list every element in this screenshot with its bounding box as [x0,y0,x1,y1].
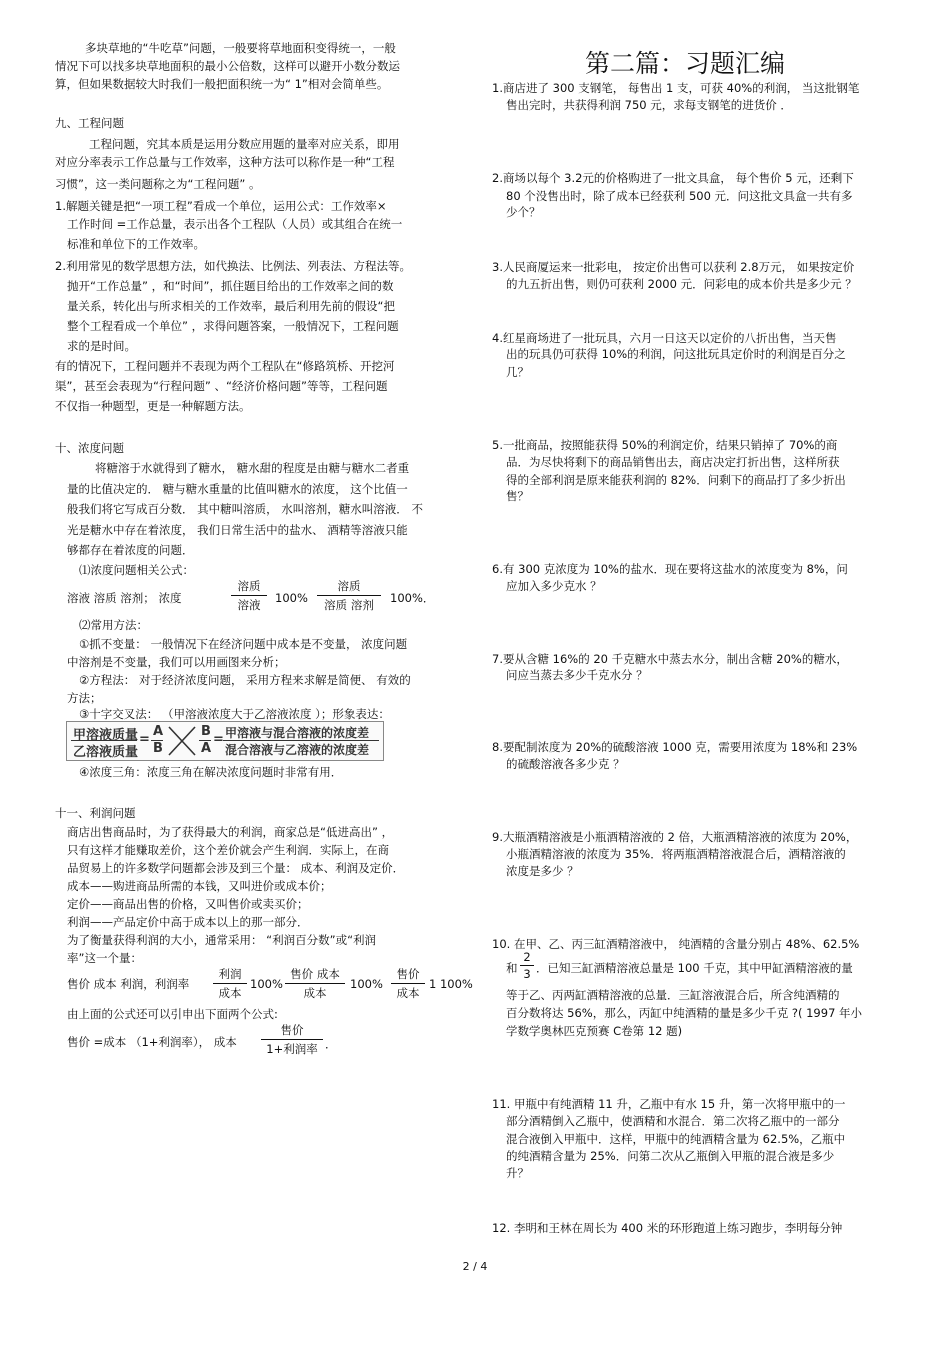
formula-text: ． [325,1037,337,1051]
paragraph-line: ①抓不变量： 一般情况下在经济问题中成本是不变量， 浓度问题 [79,637,408,651]
denominator: 成本 [303,986,327,1000]
paragraph-line: 商店出售商品时，为了获得最大的利润，商家总是“低进高出” ， [67,825,394,839]
fraction-bar [71,740,137,741]
question-line: 应加入多少克水 ？ [506,579,602,593]
paragraph-line: ⑵常用方法： [79,618,148,632]
formula-denominator: A [201,741,212,756]
question-line: 部分酒精倒入乙瓶中，使酒精和水混合．第二次将乙瓶中的一部分 [506,1114,840,1128]
fraction [520,950,534,981]
paragraph-line: 将糖溶于水就得到了糖水， 糖水甜的程度是由糖与糖水二者重 [95,461,410,475]
question-line: 百分数将达 56%，那么，丙缸中纯酒精的量是多少千克 ?( 1997 年小 [506,1006,863,1020]
intro-line: 多块草地的“牛吃草”问题，一般要将草地面积变得统一，一般 [85,41,396,55]
formula-numerator: B [201,724,211,739]
formula-text: 1 100% [429,977,473,991]
question-line: 80 个没售出时，除了成本已经获利 500 元．问这批文具盒一共有多 [506,189,853,203]
formula-text: 售价 =成本 （1+利润率）， 成本 [67,1035,237,1049]
question-line: 的纯酒精含量为 25%．问第二次从乙瓶倒入甲瓶的混合液是多少 [506,1149,835,1163]
numerator: 利润 [218,967,242,981]
list-item: 1.解题关键是把“一项工程”看成一个单位，运用公式：工作效率× [55,199,387,213]
paragraph-line: 量的比值决定的． 糖与糖水重量的比值叫糖水的浓度， 这个比值一 [67,482,408,496]
fraction-bar [213,983,247,984]
intro-line: 情况下可以找多块草地面积的最小公倍数，这样可以避开小数分数运 [55,59,400,73]
question-line: 几？ [506,365,529,379]
numerator: 溶质 [237,579,261,593]
paragraph-line: 般我们将它写成百分数． 其中糖叫溶质， 水叫溶剂，糖水叫溶液． 不 [67,502,423,516]
question-line: 3.人民商厦运来一批彩电， 按定价出售可以获利 2.8万元， 如果按定价 [492,260,855,274]
fraction-bar [223,740,379,741]
formula-text: 100% [350,977,383,991]
list-item: 整个工程看成一个单位” ，求得问题答案，一般情况下，工程问题 [67,319,399,333]
numerator: 溶质 [337,579,361,593]
fraction [261,1022,323,1057]
fraction [391,966,425,1001]
page-number: 2 / 4 [462,1260,488,1273]
paragraph-line: 只有这样才能赚取差价，这个差价就会产生利润．实际上，在商 [67,843,389,857]
paragraph-line: 成本——购进商品所需的本钱，又叫进价或成本价； [67,879,332,893]
paragraph-line: 为了衡量获得利润的大小，通常采用： “利润百分数”或“利润 [67,933,377,947]
formula-denominator: B [153,741,163,756]
paragraph-line: 由上面的公式还可以引申出下面两个公式: [67,1007,278,1021]
fraction [285,966,345,1001]
paragraph-line: 率”这一个量： [67,951,142,965]
numerator: 售价 [280,1023,304,1037]
list-item: 抛开“工作总量” ，和“时间”，抓住题目给出的工作效率之间的数 [67,279,394,293]
paragraph-line: 品贸易上的许多数学问题都会涉及到三个量： 成本、利润及定价． [67,861,405,875]
paragraph-line: 利润——产品定价中高于成本以上的那一部分． [67,915,309,929]
question-line: 10. 在甲、乙、丙三缸酒精溶液中， 纯酒精的含量分别占 48%、62.5% [492,937,860,951]
page-title: 第二篇：习题汇编 [585,49,786,78]
paragraph-line: 有的情况下，工程问题并不表现为两个工程队在“修路筑桥、开挖河 [55,359,395,373]
list-item: 工作时间 =工作总量，表示出各个工程队（人员）或其组合在统一 [67,217,403,231]
question-line: 7.要从含糖 16%的 20 千克糖水中蒸去水分，制出含糖 20%的糖水， [492,652,848,666]
paragraph-line: 定价——商品出售的价格，又叫售价或卖买价； [67,897,309,911]
formula-text: 售价 成本 利润，利润率 [67,977,190,991]
question-line: 6.有 300 克浓度为 10%的盐水．现在要将这盐水的浓度变为 8%，问 [492,562,848,576]
formula-text: 100% [275,591,308,605]
question-line: 出的玩具仍可获得 10%的利润，问这批玩具定价时的利润是百分之 [506,347,846,361]
formula-denominator: 乙溶液质量 [73,745,139,760]
denominator: 1+利润率 [266,1042,318,1056]
question-line: 4.红星商场进了一批玩具，六月一日这天以定价的八折出售，当天售 [492,331,837,345]
paragraph-line: ③十字交叉法： （甲溶液浓度大于乙溶液浓度 ）；形象表达： [79,707,390,721]
formula-text: 溶液 溶质 溶剂； 浓度 [67,591,182,605]
formula-numerator: 甲溶液质量 [73,728,139,743]
question-line: 9.大瓶酒精溶液是小瓶酒精溶液的 2 倍，大瓶酒精溶液的浓度为 20%， [492,830,858,844]
denominator: 成本 [396,986,420,1000]
formula-text: 100% [250,977,283,991]
question-line: 5.一批商品，按照能获得 50%的利润定价，结果只销掉了 70%的商 [492,438,838,452]
question-line: 品．为尽快将剩下的商品销售出去，商店决定打折出售，这样所获 [506,455,840,469]
numerator: 售价 成本 [290,967,340,981]
question-line: 1.商店进了 300 支钢笔， 每售出 1 支，可获 40%的利润， 当这批钢笔 [492,81,860,95]
question-line: 12. 李明和王林在周长为 400 米的环形跑道上练习跑步，李明每分钟 [492,1221,843,1235]
fraction-bar [231,595,267,596]
question-line: 少个？ [506,205,541,219]
question-line: 小瓶酒精溶液的浓度为 35%．将两瓶酒精溶液混合后，酒精溶液的 [506,847,846,861]
paragraph-line: 够都存在着浓度的问题． [67,543,194,557]
question-line: 升？ [506,1166,529,1180]
paragraph-line: ④浓度三角：浓度三角在解决浓度问题时非常有用． [79,765,343,779]
question-line: ．已知三缸酒精溶液总量是 100 千克，其中甲缸酒精溶液的量 [536,961,853,975]
paragraph-line: ②方程法： 对于经济浓度问题， 采用方程来求解是简便、 有效的 [79,673,411,687]
cross-icon [167,725,197,757]
denominator: 溶质 溶剂 [324,598,374,612]
formula-text: 100%． [390,591,435,605]
question-line: 8.要配制浓度为 20%的硫酸溶液 1000 克，需要用浓度为 18%和 23% [492,740,858,754]
formula-numerator: 甲溶液与混合溶液的浓度差 [225,726,370,740]
list-item: 量关系，转化出与所求相关的工作效率，最后利用先前的假设“把 [67,299,395,313]
question-line: 浓度是多少 ？ [506,864,579,878]
paragraph-line: 光是糖水中存在着浓度， 我们日常生活中的盐水、 酒精等溶液只能 [67,523,408,537]
question-line: 11. 甲瓶中有纯酒精 11 升，乙瓶中有水 15 升，第一次将甲瓶中的一 [492,1097,846,1111]
question-line: 售？ [506,489,529,503]
list-item: 2.利用常见的数学思想方法，如代换法、比例法、列表法、方程法等。 [55,259,411,273]
fraction [317,578,381,613]
paragraph-line: 对应分率表示工作总量与工作效率，这种方法可以称作是一种“工程 [55,155,395,169]
formula-denominator: 混合溶液与乙溶液的浓度差 [225,743,370,757]
fraction [231,578,267,613]
paragraph-line: 不仅指一种题型，更是一种解题方法。 [55,399,251,413]
paragraph-line: ⑴浓度问题相关公式： [79,563,194,577]
fraction-bar [261,1039,323,1040]
list-item: 标准和单位下的工作效率。 [67,237,205,251]
paragraph-line: 渠”，甚至会表现为“行程问题” 、“经济价格问题”等等，工程问题 [55,379,388,393]
paragraph-line: 中溶剂是不变量，我们可以用画图来分析； [67,655,286,669]
denominator: 成本 [218,986,242,1000]
section-heading-profit: 十一、利润问题 [55,806,136,820]
numerator: 2 [523,950,531,964]
paragraph-line: 工程问题，究其本质是运用分数应用题的量率对应关系，即用 [89,137,400,151]
fraction-bar [391,983,425,984]
question-line: 得的全部利润是原来能获利润的 82%．问剩下的商品打了多少折出 [506,473,846,487]
q10-and: 和 [506,961,518,975]
list-item: 求的是时间。 [67,339,136,353]
section-heading-concentration: 十、浓度问题 [55,441,124,455]
fraction-bar [520,965,534,966]
fraction-bar [285,983,345,984]
question-line: 等于乙、丙两缸酒精溶液的总量．三缸溶液混合后，所含纯酒精的 [506,988,840,1002]
question-line: 售出完时，共获得利润 750 元，求每支钢笔的进货价 ． [506,98,792,112]
section-heading-engineering: 九、工程问题 [55,116,124,130]
formula-numerator: A [153,724,164,739]
fraction-bar [199,740,211,741]
fraction-bar [317,595,381,596]
question-line: 混合液倒入甲瓶中．这样，甲瓶中的纯酒精含量为 62.5%，乙瓶中 [506,1132,846,1146]
numerator: 售价 [396,967,420,981]
paragraph-line: 方法； [67,691,102,705]
fraction [213,966,247,1001]
question-line: 2.商场以每个 3.2元的价格购进了一批文具盒， 每个售价 5 元，还剩下 [492,171,854,185]
denominator: 溶液 [237,598,261,612]
denominator: 3 [523,967,531,981]
question-line: 的九五折出售，则仍可获利 2000 元．问彩电的成本价共是多少元 ？ [506,277,857,291]
fraction-bar [151,740,163,741]
intro-line: 算，但如果数据较大时我们一般把面积统一为“ 1”相对会简单些。 [55,77,389,91]
question-line: 的硫酸溶液各多少克 ？ [506,757,625,771]
cross-method-formula: 甲溶液质量 乙溶液质量 = A B B A = 甲溶液与混合溶液的浓度差 混合溶液与乙溶液的浓度差 [66,721,384,761]
question-line: 学数学奥林匹克预赛 C卷第 12 题) [506,1024,683,1038]
paragraph-line: 习惯”，这一类问题称之为“工程问题” 。 [55,177,261,191]
question-line: 问应当蒸去多少千克水分 ？ [506,668,648,682]
